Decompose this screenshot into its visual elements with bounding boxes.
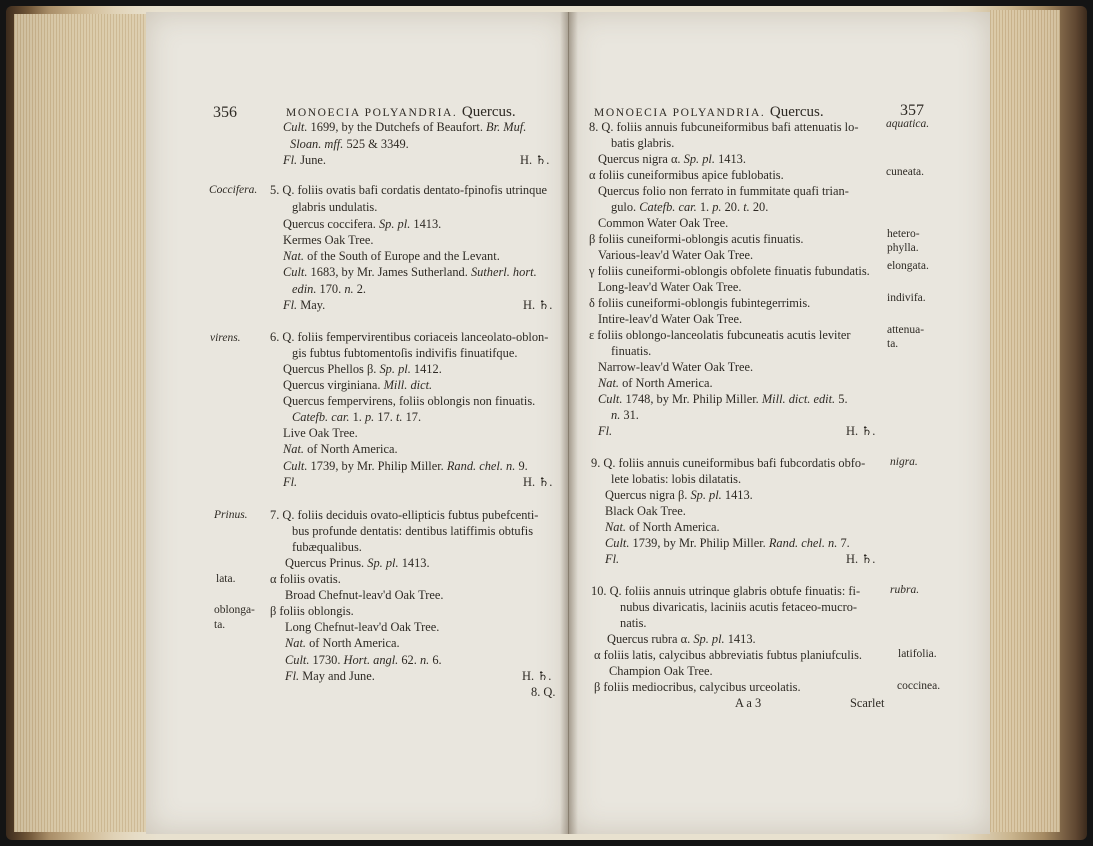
left-page-edges — [14, 14, 146, 832]
right-text-line: Black Oak Tree. — [605, 504, 686, 518]
left-margin-note: lata. — [216, 573, 236, 585]
right-text-line: H. ♄. — [846, 424, 876, 438]
right-text-line: gulo. Catefb. car. 1. p. 20. t. 20. — [611, 200, 769, 214]
left-text-line: Nat. of North America. — [283, 442, 398, 456]
right-text-line: β foliis cuneiformi-oblongis acutis finuatis. — [589, 232, 804, 246]
left-text-line: Fl. — [283, 475, 298, 489]
right-text-line: Nat. of North America. — [598, 376, 713, 390]
right-text-line: Quercus rubra α. Sp. pl. 1413. — [607, 632, 756, 646]
right-margin-note: nigra. — [890, 456, 918, 468]
right-margin-note: attenua- — [887, 324, 925, 336]
left-text-line: 6. Q. foliis fempervirentibus coriaceis lanceolato-oblon- — [270, 330, 549, 344]
right-margin-note: phylla. — [887, 242, 919, 254]
book-gutter — [560, 12, 578, 834]
left-margin-note: virens. — [210, 332, 241, 344]
right-text-line: Long-leav'd Water Oak Tree. — [598, 280, 742, 294]
right-text-line: α foliis latis, calycibus abbreviatis fubtus planiufculis. — [594, 648, 863, 662]
left-text-line: H. ♄. — [523, 475, 553, 489]
left-margin-note: Prinus. — [214, 509, 248, 521]
left-text-line: β foliis oblongis. — [270, 604, 354, 618]
right-text-line: Fl. — [605, 552, 620, 566]
left-text-line: Cult. 1699, by the Dutchefs of Beaufort. Br. Muf. — [283, 120, 527, 134]
left-text-line: 5. Q. foliis ovatis bafi cordatis dentato-fpinofis utrinque — [270, 183, 548, 197]
left-text-line: Catefb. car. 1. p. 17. t. 17. — [292, 410, 422, 424]
right-margin-note: elongata. — [887, 260, 929, 272]
right-text-line: γ foliis cuneiformi-oblongis obfolete finuatis fubundatis. — [589, 264, 870, 278]
left-text-line: Cult. 1739, by Mr. Philip Miller. Rand. chel. n. 9. — [283, 459, 528, 473]
right-header-title: MONOECIA POLYANDRIA. — [594, 107, 766, 119]
right-margin-note: latifolia. — [898, 648, 937, 660]
left-text-line: Quercus coccifera. Sp. pl. 1413. — [283, 217, 442, 231]
left-text-line: glabris undulatis. — [292, 200, 378, 214]
left-text-line: Cult. 1683, by Mr. James Sutherland. Sutherl. hort. — [283, 265, 537, 279]
left-text-line: Quercus fempervirens, foliis oblongis non finuatis. — [283, 394, 536, 408]
left-margin-note: oblonga- — [214, 604, 255, 616]
right-text-line: Cult. 1739, by Mr. Philip Miller. Rand. chel. n. 7. — [605, 536, 850, 550]
left-text-line: Cult. 1730. Hort. angl. 62. n. 6. — [285, 653, 442, 667]
right-text-line: A a 3 — [735, 696, 762, 710]
left-text-line: bus profunde dentatis: dentibus latiffimis obtufis — [292, 524, 534, 538]
left-text-line: Broad Chefnut-leav'd Oak Tree. — [285, 588, 444, 602]
right-margin-note: rubra. — [890, 584, 920, 596]
right-text-line: Narrow-leav'd Water Oak Tree. — [598, 360, 754, 374]
left-text-line: Fl. June. — [283, 153, 327, 167]
left-text-line: Kermes Oak Tree. — [283, 233, 374, 247]
left-text-line: Fl. May. — [283, 298, 326, 312]
right-text-line: Cult. 1748, by Mr. Philip Miller. Mill. dict. edit. 5. — [598, 392, 848, 406]
right-text-line: finuatis. — [611, 344, 652, 358]
left-header-title: MONOECIA POLYANDRIA. — [286, 107, 458, 119]
left-margin-note: ta. — [214, 619, 226, 631]
right-margin-note: coccinea. — [897, 680, 941, 692]
right-text-line: 8. Q. foliis annuis fubcuneiformibus bafi attenuatis lo- — [589, 120, 859, 134]
left-text-line: 7. Q. foliis deciduis ovato-ellipticis fubtus pubefcenti- — [270, 508, 539, 522]
right-text-line: Nat. of North America. — [605, 520, 720, 534]
right-text-line: Scarlet — [850, 696, 885, 710]
right-text-line: α foliis cuneiformibus apice fublobatis. — [589, 168, 784, 182]
left-text-line: Fl. May and June. — [285, 669, 375, 683]
left-text-line: 8. Q. — [531, 685, 556, 699]
left-text-line: Quercus Phellos β. Sp. pl. 1412. — [283, 362, 442, 376]
left-text-line: Nat. of the South of Europe and the Levant. — [283, 249, 500, 263]
left-text-line: α foliis ovatis. — [270, 572, 341, 586]
left-text-line: Live Oak Tree. — [283, 426, 358, 440]
right-text-line: Quercus nigra β. Sp. pl. 1413. — [605, 488, 753, 502]
left-text-line: fubæqualibus. — [292, 540, 362, 554]
right-margin-note: hetero- — [887, 228, 920, 240]
right-text-line: ε foliis oblongo-lanceolatis fubcuneatis acutis leviter — [589, 328, 851, 342]
right-text-line: Champion Oak Tree. — [609, 664, 713, 678]
right-text-line: lete lobatis: lobis dilatatis. — [611, 472, 742, 486]
left-text-line: Quercus Prinus. Sp. pl. 1413. — [285, 556, 430, 570]
right-text-line: Intire-leav'd Water Oak Tree. — [598, 312, 743, 326]
right-margin-note: cuneata. — [886, 166, 924, 178]
right-text-line: Various-leav'd Water Oak Tree. — [598, 248, 754, 262]
left-text-line: H. ♄. — [523, 298, 553, 312]
left-header-genus: Quercus. — [461, 104, 516, 120]
right-text-line: δ foliis cuneiformi-oblongis fubintegerrimis. — [589, 296, 811, 310]
right-text-line: Quercus nigra α. Sp. pl. 1413. — [598, 152, 746, 166]
left-text-line: H. ♄. — [522, 669, 552, 683]
right-margin-note: ta. — [887, 338, 899, 350]
right-text-line: β foliis mediocribus, calycibus urceolatis. — [594, 680, 801, 694]
right-text-line: n. 31. — [611, 408, 639, 422]
right-margin-note: indivifa. — [887, 292, 926, 304]
left-text-line: Sloan. mff. 525 & 3349. — [290, 137, 409, 151]
right-page-edges — [990, 10, 1060, 832]
right-text-line: natis. — [620, 616, 647, 630]
right-text-line: Quercus folio non ferrato in fummitate quafi trian- — [598, 184, 849, 198]
right-text-line: nubus divaricatis, laciniis acutis fetaceo-mucro- — [620, 600, 858, 614]
left-text-line: gis fubtus fubtomentoſis indivifis finuatifque. — [292, 346, 518, 360]
left-text-line: Long Chefnut-leav'd Oak Tree. — [285, 620, 440, 634]
right-text-line: 10. Q. foliis annuis utrinque glabris obtufe finuatis: fi- — [591, 584, 861, 598]
left-text-line: H. ♄. — [520, 153, 550, 167]
right-text-line: Common Water Oak Tree. — [598, 216, 729, 230]
left-text-line: Quercus virginiana. Mill. dict. — [283, 378, 433, 392]
right-page-number: 357 — [900, 102, 924, 119]
right-margin-note: aquatica. — [886, 118, 930, 130]
left-text-line: Nat. of North America. — [285, 636, 400, 650]
left-margin-note: Coccifera. — [209, 184, 258, 196]
right-text-line: batis glabris. — [611, 136, 675, 150]
right-text-line: Fl. — [598, 424, 613, 438]
right-text-line: 9. Q. foliis annuis cuneiformibus bafi fubcordatis obfo- — [591, 456, 866, 470]
right-text-line: H. ♄. — [846, 552, 876, 566]
left-page-number: 356 — [213, 104, 237, 121]
right-header-genus: Quercus. — [769, 104, 824, 120]
left-text-line: edin. 170. n. 2. — [292, 282, 367, 296]
